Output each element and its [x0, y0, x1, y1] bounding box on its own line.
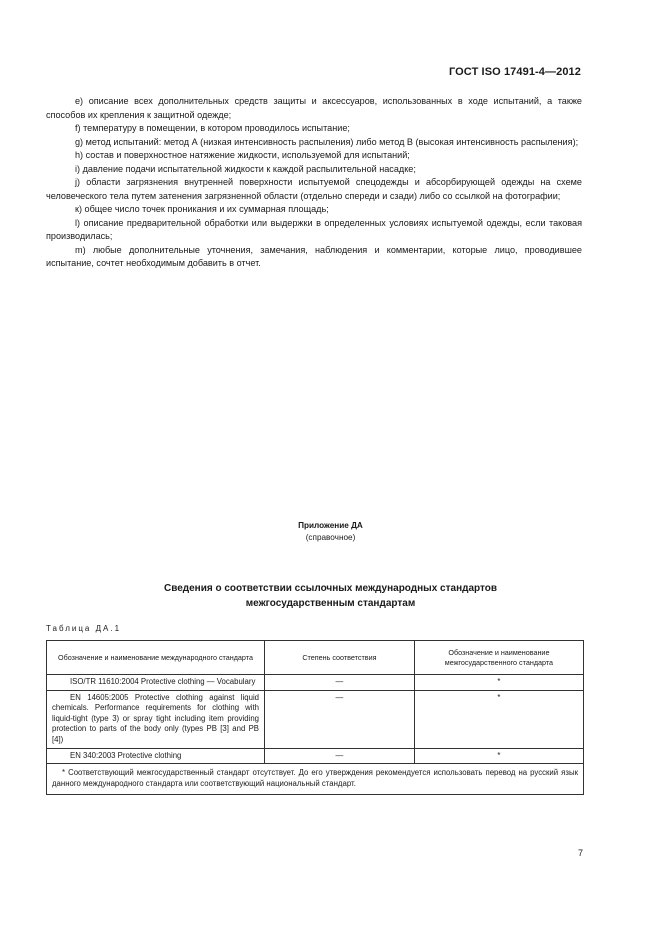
- annex-subtitle: (справочное): [305, 533, 356, 542]
- cell-international-standard: [47, 748, 265, 764]
- list-item: m) любые дополнительные уточнения, замечания, наблюдения и комментарии, которые лицо, проводившее испытание, сочтет необходимым добавить в отчет.: [46, 244, 582, 268]
- column-header-degree: Степень соответствия: [265, 641, 415, 675]
- annex-heading-line-2: межгосударственным стандартам: [245, 598, 416, 609]
- annex-heading-line-1: Сведения о соответствии ссылочных международных стандартов: [163, 583, 498, 594]
- list-item: g) метод испытаний: метод А (низкая интенсивность распыления) либо метод В (высокая интенсивность распыления);: [75, 136, 579, 147]
- table-row: [47, 690, 584, 748]
- cell-text: ISO/TR 11610:2004 Protective clothing — Vocabulary: [70, 677, 256, 686]
- table-row: [47, 748, 584, 764]
- table-label: Таблица ДА.1: [46, 624, 122, 633]
- list-item: к) общее число точек проникания и их суммарная площадь;: [75, 204, 329, 214]
- list-item: е) описание всех дополнительных средств защиты и аксессуаров, использованных в ходе испытаний, а также способов их крепления к защитной одежде;: [46, 96, 582, 120]
- annex-title: Приложение ДА: [298, 521, 363, 530]
- table-header-row: [47, 641, 584, 675]
- column-header-interstate: Обозначение и наименование межгосударственного стандарта: [414, 641, 583, 675]
- annex-heading: [0, 581, 661, 611]
- cell-degree: —: [265, 675, 415, 691]
- cell-interstate-standard: *: [414, 690, 583, 748]
- cell-degree: —: [265, 690, 415, 748]
- table-footnote: [47, 764, 584, 795]
- list-item: j) области загрязнения внутренней поверхности испытуемой спецодежды и абсорбирующей одежды на схеме человеческого тела путем затенения загрязненной области (отдельно спереди и сзади) либо со ссылкой на фотографии;: [46, 177, 582, 201]
- cell-degree: —: [265, 748, 415, 764]
- cell-international-standard: [47, 675, 265, 691]
- standards-correspondence-table: [46, 640, 584, 795]
- cell-interstate-standard: *: [414, 675, 583, 691]
- document-code-header: ГОСТ ISO 17491-4—2012: [448, 66, 581, 78]
- cell-text: EN 340:2003 Protective clothing: [70, 750, 182, 760]
- cell-international-standard: [47, 690, 265, 748]
- column-header-international: Обозначение и наименование международного стандарта: [47, 641, 265, 675]
- page-number: 7: [578, 848, 584, 858]
- list-item: i) давление подачи испытательной жидкости к каждой распылительной насадке;: [75, 163, 416, 174]
- list-item: h) состав и поверхностное натяжение жидкости, используемой для испытаний;: [75, 150, 410, 160]
- footnote-text: * Соответствующий межгосударственный стандарт отсутствует. До его утверждения рекомендуется использовать перевод на русский язык данного международного стандарта или соответствующий национальный стандарт.: [52, 768, 578, 788]
- list-item: l) описание предварительной обработки или выдержки в определенных условиях испытуемой одежды, если таковая производилась;: [46, 217, 582, 241]
- table-footnote-row: [47, 764, 584, 795]
- list-item: f) температуру в помещении, в котором проводилось испытание;: [75, 123, 350, 133]
- cell-text: EN 14605:2005 Protective clothing against liquid chemicals. Performance requirements for clothing with liquid-tight (type 3) or spray tight including item providing protection to parts of the body only (types PB [3] and PB [4]): [52, 692, 260, 744]
- table-row: [47, 675, 584, 691]
- report-requirements-list: [46, 95, 582, 271]
- cell-interstate-standard: *: [414, 748, 583, 764]
